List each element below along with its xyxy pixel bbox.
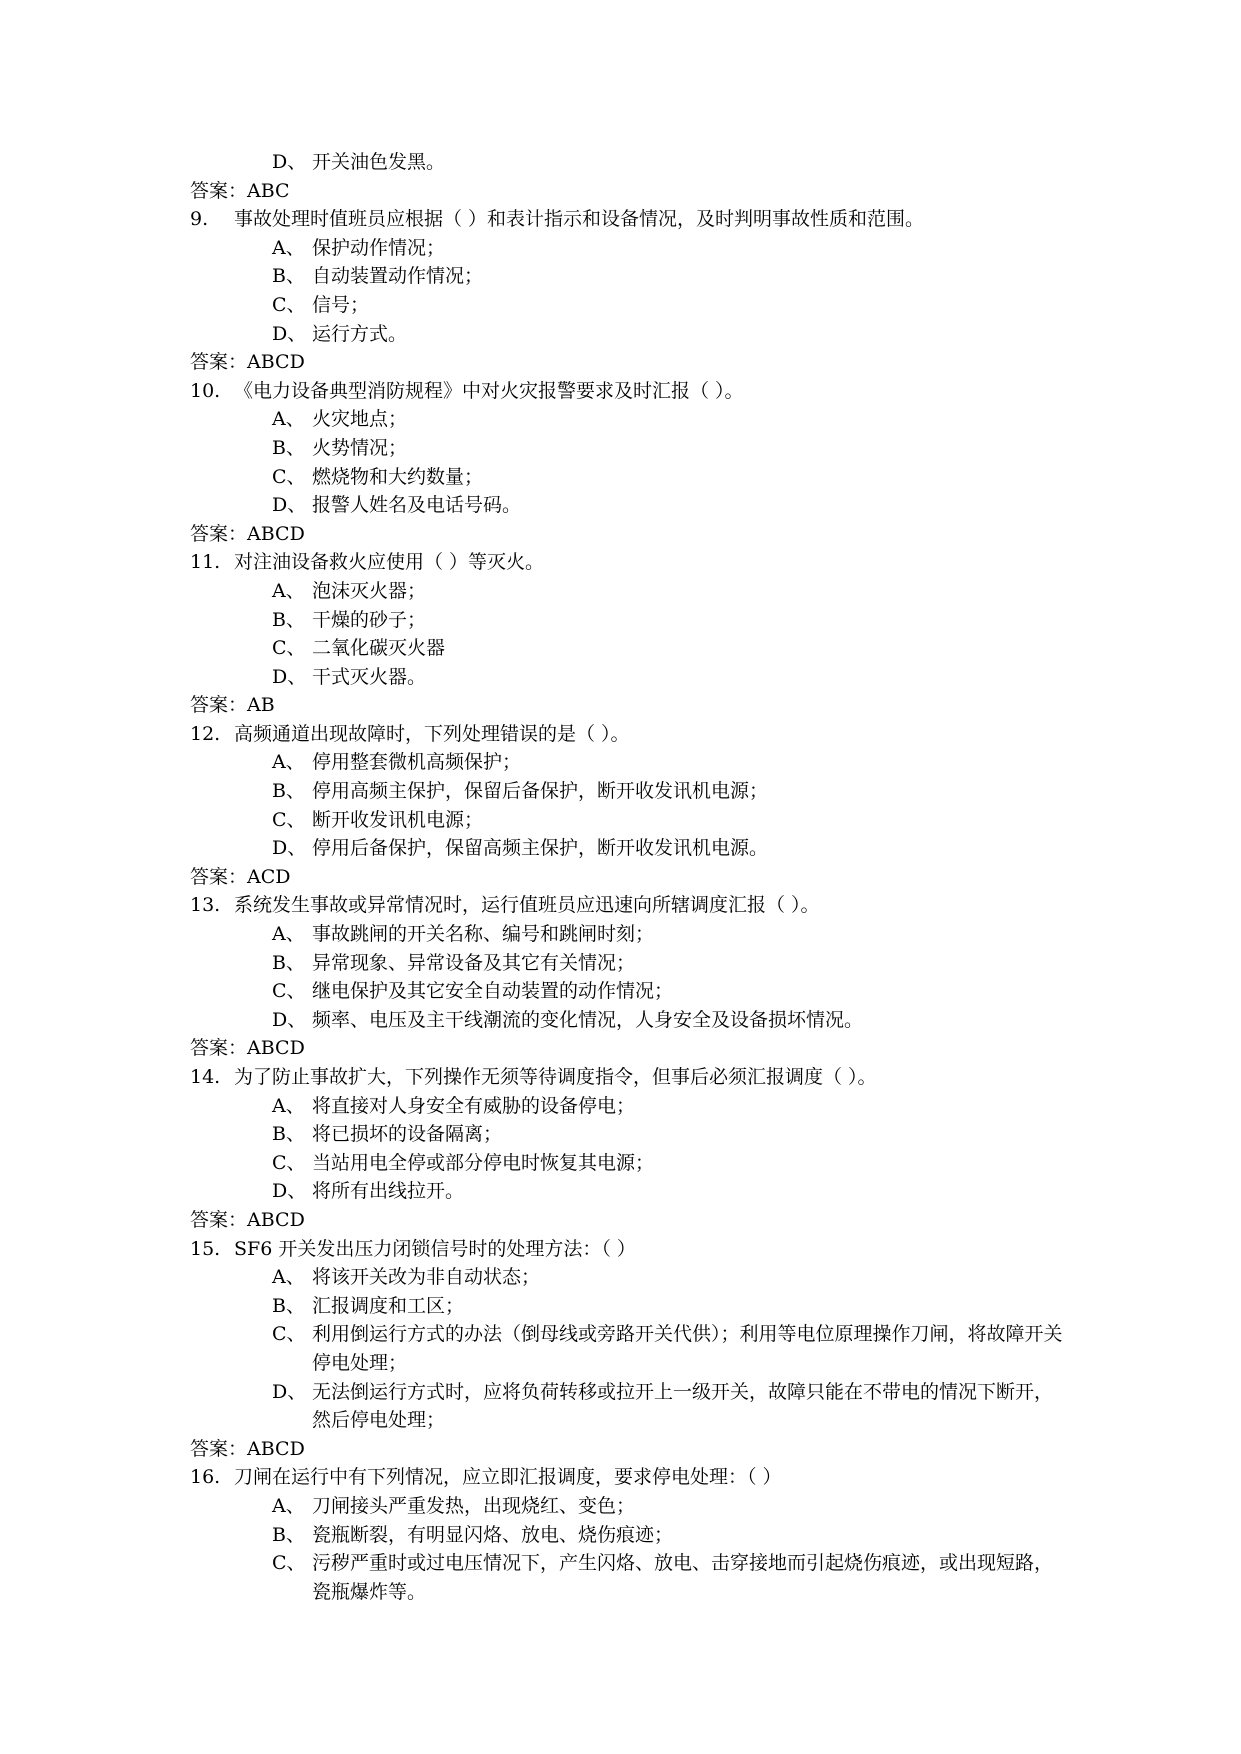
question-text: SF6 开关发出压力闭锁信号时的处理方法：（ ）	[234, 1237, 636, 1260]
option-row	[190, 262, 1070, 291]
option-key: A、	[272, 236, 305, 259]
question-block	[190, 548, 1070, 720]
option-key: D、	[272, 1008, 307, 1031]
option-key: B、	[272, 780, 305, 803]
option-key: B、	[272, 436, 305, 459]
option-text: 刀闸接头严重发热，出现烧红、变色；	[312, 1494, 636, 1517]
question-number: 15.	[190, 1237, 221, 1260]
option-key: C、	[272, 1552, 306, 1575]
question-text: 事故处理时值班员应根据（ ）和表计指示和设备情况，及时判明事故性质和范围。	[234, 208, 925, 231]
question-row	[190, 720, 1070, 749]
option-row	[190, 748, 1070, 777]
question-number: 11.	[190, 551, 221, 574]
option-row	[190, 1149, 1070, 1178]
option-key: C、	[272, 808, 306, 831]
option-text: 频率、电压及主干线潮流的变化情况，人身安全及设备损坏情况。	[312, 1008, 864, 1031]
option-row	[190, 405, 1070, 434]
question-text: 高频通道出现故障时，下列处理错误的是（ ）。	[234, 722, 630, 745]
question-number: 14.	[190, 1066, 221, 1088]
option-row	[190, 320, 1070, 349]
answer-line: 答案：ABCD	[190, 1037, 305, 1060]
option-text: 无法倒运行方式时，应将负荷转移或拉开上一级开关，故障只能在不带电的情况下断开，然后停电处理；	[312, 1380, 1054, 1432]
option-row	[190, 1092, 1070, 1121]
answer-line: 答案：ABCD	[190, 522, 305, 545]
question-row	[190, 1063, 1070, 1092]
question-number: 16.	[190, 1466, 221, 1489]
answer-line: 答案：ABC	[190, 179, 290, 202]
option-row	[190, 663, 1070, 692]
option-key: B、	[272, 1123, 305, 1146]
option-row	[190, 1177, 1070, 1206]
option-text: 停用后备保护，保留高频主保护，断开收发讯机电源。	[312, 837, 769, 860]
question-row	[190, 205, 1070, 234]
option-text: 停用高频主保护，保留后备保护，断开收发讯机电源；	[312, 780, 769, 803]
option-row	[190, 977, 1070, 1006]
option-text: 利用倒运行方式的办法（倒母线或旁路开关代供）；利用等电位原理操作刀闸，将故障开关停电处理；	[312, 1323, 1063, 1374]
option-text: 信号；	[312, 293, 370, 316]
option-row	[190, 1549, 1070, 1606]
question-block	[190, 720, 1070, 892]
option-key: A、	[272, 579, 305, 602]
question-number: 10.	[190, 379, 221, 402]
question-row	[190, 1235, 1070, 1264]
option-row	[190, 1292, 1070, 1321]
question-number: 12.	[190, 722, 221, 745]
option-text: 瓷瓶断裂，有明显闪烙、放电、烧伤痕迹；	[312, 1523, 674, 1546]
option-text: 二氧化碳灭火器	[312, 637, 446, 660]
option-text: 异常现象、异常设备及其它有关情况；	[312, 951, 636, 974]
option-text: 自动装置动作情况；	[312, 265, 484, 288]
option-row	[190, 434, 1070, 463]
option-key: C、	[272, 465, 306, 488]
option-text: 火灾地点；	[312, 408, 408, 431]
option-row	[190, 606, 1070, 635]
option-text: 当站用电全停或部分停电时恢复其电源；	[312, 1151, 655, 1174]
question-row	[190, 548, 1070, 577]
option-key: A、	[272, 1266, 305, 1289]
option-row	[190, 1263, 1070, 1292]
option-key: D、	[272, 151, 307, 173]
option-row	[190, 949, 1070, 978]
option-text: 泡沫灭火器；	[312, 579, 427, 602]
option-text: 事故跳闸的开关名称、编号和跳闸时刻；	[312, 923, 655, 946]
option-key: A、	[272, 751, 305, 774]
option-text: 继电保护及其它安全自动装置的动作情况；	[312, 980, 674, 1003]
option-text: 停用整套微机高频保护；	[312, 751, 522, 774]
option-text: 污秽严重时或过电压情况下，产生闪烙、放电、击穿接地而引起烧伤痕迹，或出现短路，瓷瓶爆炸等。	[312, 1552, 1054, 1603]
option-key: B、	[272, 1523, 305, 1546]
option-row	[190, 634, 1070, 663]
question-text: 《电力设备典型消防规程》中对火灾报警要求及时汇报（ ）。	[234, 379, 744, 402]
option-key: C、	[272, 980, 306, 1003]
option-row	[190, 1521, 1070, 1550]
question-text: 为了防止事故扩大，下列操作无须等待调度指令，但事后必须汇报调度（ ）。	[234, 1066, 877, 1088]
question-block	[190, 891, 1070, 1063]
option-row	[190, 1492, 1070, 1521]
question-number: 9.	[190, 208, 209, 231]
question-number: 13.	[190, 894, 221, 917]
option-key: D、	[272, 1380, 307, 1403]
option-key: D、	[272, 494, 307, 517]
question-row	[190, 891, 1070, 920]
option-text: 将所有出线拉开。	[312, 1180, 465, 1203]
option-key: D、	[272, 1180, 307, 1203]
option-key: B、	[272, 265, 305, 288]
option-key: B、	[272, 1294, 305, 1317]
option-text: 汇报调度和工区；	[312, 1294, 465, 1317]
question-block	[190, 377, 1070, 549]
option-text: 保护动作情况；	[312, 236, 446, 259]
option-text: 开关油色发黑。	[312, 151, 446, 173]
question-block	[190, 1463, 1070, 1606]
option-text: 干燥的砂子；	[312, 608, 427, 631]
option-row	[190, 806, 1070, 835]
option-row	[190, 777, 1070, 806]
option-key: D、	[272, 322, 307, 345]
option-row	[190, 291, 1070, 320]
option-text: 火势情况；	[312, 436, 408, 459]
option-key: D、	[272, 837, 307, 860]
option-key: A、	[272, 408, 305, 431]
option-key: C、	[272, 1151, 306, 1174]
option-key: C、	[272, 293, 306, 316]
question-row	[190, 1463, 1070, 1492]
option-text: 运行方式。	[312, 322, 408, 345]
option-key: A、	[272, 923, 305, 946]
page-content	[190, 148, 1070, 1606]
option-row	[190, 1320, 1070, 1377]
option-row	[190, 1378, 1070, 1435]
answer-line: 答案：AB	[190, 694, 275, 717]
option-row	[190, 577, 1070, 606]
option-row	[190, 234, 1070, 263]
option-text: 断开收发讯机电源；	[312, 808, 484, 831]
option-row	[190, 463, 1070, 492]
option-key: D、	[272, 665, 307, 688]
option-key: C、	[272, 1323, 306, 1346]
question-row	[190, 377, 1070, 406]
option-text: 干式灭火器。	[312, 665, 427, 688]
answer-line: 答案：ABCD	[190, 1208, 305, 1231]
answer-line: 答案：ABCD	[190, 1437, 305, 1460]
option-text: 将直接对人身安全有威胁的设备停电；	[312, 1094, 636, 1117]
question-block	[190, 1063, 1070, 1235]
option-key: C、	[272, 637, 306, 660]
question-text: 刀闸在运行中有下列情况，应立即汇报调度，要求停电处理：（ ）	[234, 1466, 782, 1489]
answer-line: 答案：ABCD	[190, 351, 305, 374]
option-key: B、	[272, 608, 305, 631]
option-row	[190, 920, 1070, 949]
option-row	[190, 491, 1070, 520]
question-block	[190, 1235, 1070, 1464]
option-row	[190, 834, 1070, 863]
option-text: 燃烧物和大约数量；	[312, 465, 484, 488]
question-text: 对注油设备救火应使用（ ）等灭火。	[234, 551, 545, 574]
option-text: 将该开关改为非自动状态；	[312, 1266, 541, 1289]
option-key: A、	[272, 1094, 305, 1117]
option-key: B、	[272, 951, 305, 974]
option-row	[190, 148, 1070, 177]
option-key: A、	[272, 1494, 305, 1517]
option-row	[190, 1006, 1070, 1035]
question-text: 系统发生事故或异常情况时，运行值班员应迅速向所辖调度汇报（ ）。	[234, 894, 820, 917]
question-block	[190, 205, 1070, 377]
answer-line: 答案：ACD	[190, 865, 291, 888]
option-text: 报警人姓名及电话号码。	[312, 494, 522, 517]
option-text: 将已损坏的设备隔离；	[312, 1123, 503, 1146]
option-row	[190, 1120, 1070, 1149]
